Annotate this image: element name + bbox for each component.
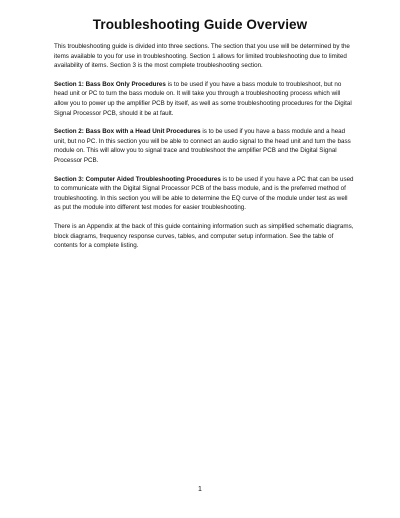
page-number: 1 <box>198 486 202 493</box>
intro-paragraph: This troubleshooting guide is divided into three sections. The section that you use will be determined by the items available to you for use in troubleshooting. Section 1 allows for limited troubleshooting due to limited availability of items. Section 3 is the most complete troubleshooting section. <box>54 43 350 70</box>
section-1-paragraph <box>54 80 354 118</box>
section-1-text: is to be used if you have a bass module to troubleshoot, but no head unit or PC to turn the bass module on. It will take you through a troubleshooting process which will allow you to power up the amplifier PCB by itself, as well as some troubleshooting procedures for the Digital Signal Processor PCB, should it be at fault. <box>54 80 352 117</box>
section-3-text: is to be used if you have a PC that can be used to communicate with the Digital Signal Processor PCB of the bass module, and is the preferred method of troubleshooting. In this section you will be able to determine the EQ curve of the module under test as well as put the module into different test modes for easier troubleshooting. <box>54 175 354 212</box>
section-2-heading: Section 2: Bass Box with a Head Unit Procedures <box>54 128 201 136</box>
section-2-text: is to be used if you have a bass module and a head unit, but no PC. In this section you will be able to connect an audio signal to the head unit and turn the bass module on. This will allow you to signal trace and troubleshoot the amplifier PCB and the Digital Signal Processor PCB. <box>54 128 351 164</box>
section-2-paragraph <box>54 127 354 165</box>
section-3-paragraph <box>54 175 354 213</box>
appendix-paragraph: There is an Appendix at the back of this guide containing information such as simplified schematic diagrams, block diagrams, frequency response curves, tables, and computer setup information. See the table of contents for a complete listing. <box>54 222 354 250</box>
document-body <box>54 42 354 260</box>
section-1-heading: Section 1: Bass Box Only Procedures <box>54 80 166 88</box>
page-title: Troubleshooting Guide Overview <box>92 17 308 32</box>
section-3-heading: Section 3: Computer Aided Troubleshooting Procedures <box>54 175 221 183</box>
